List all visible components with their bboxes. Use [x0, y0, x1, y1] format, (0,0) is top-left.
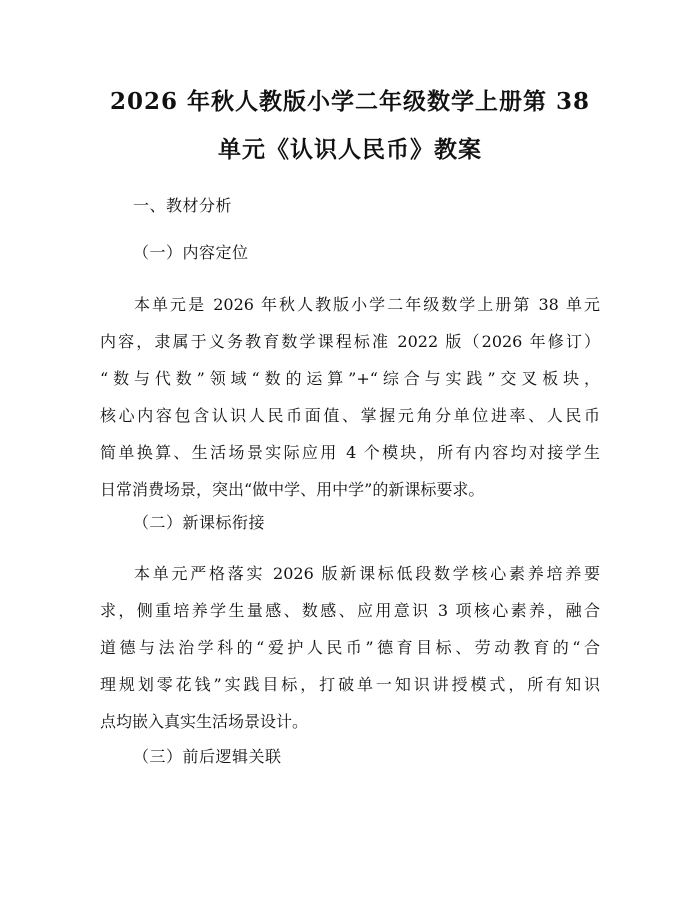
paragraph-line: 点均嵌入真实生活场景设计。 — [100, 712, 309, 731]
paragraph-line: 本单元严格落实 2026 版新课标低段数学核心素养培养要 — [134, 564, 600, 583]
paragraph-line: 理规划零花钱”实践目标，打破单一知识讲授模式，所有知识 — [100, 675, 600, 694]
document-title-line-2: 单元《认识人民币》教案 — [218, 136, 482, 163]
paragraph-line: 道德与法治学科的“爱护人民币”德育目标、劳动教育的“合 — [100, 638, 600, 657]
paragraph-line: 内容，隶属于义务教育数学课程标准 2022 版（2026 年修订） — [100, 332, 600, 351]
paragraph-line: 日常消费场景，突出“做中学、用中学”的新课标要求。 — [100, 480, 485, 499]
subheading-logical-connection: （三）前后逻辑关联 — [133, 747, 282, 766]
paragraph-line: “数与代数”领域“数的运算”+“综合与实践”交叉板块， — [100, 369, 600, 388]
paragraph-line: 核心内容包含认识人民币面值、掌握元角分单位进率、人民币 — [100, 406, 600, 425]
subheading-content-positioning: （一）内容定位 — [133, 243, 249, 262]
paragraph-content-positioning — [100, 286, 600, 508]
paragraph-line: 求，侧重培养学生量感、数感、应用意识 3 项核心素养，融合 — [100, 601, 600, 620]
subheading-curriculum-alignment: （二）新课标衔接 — [133, 513, 266, 532]
paragraph-line: 简单换算、生活场景实际应用 4 个模块，所有内容均对接学生 — [100, 443, 600, 462]
paragraph-curriculum-alignment — [100, 555, 600, 740]
paragraph-line: 本单元是 2026 年秋人教版小学二年级数学上册第 38 单元 — [134, 295, 600, 314]
section-heading-textbook-analysis: 一、教材分析 — [133, 196, 233, 215]
document-title-line-1: 2026 年秋人教版小学二年级数学上册第 38 — [109, 88, 591, 115]
